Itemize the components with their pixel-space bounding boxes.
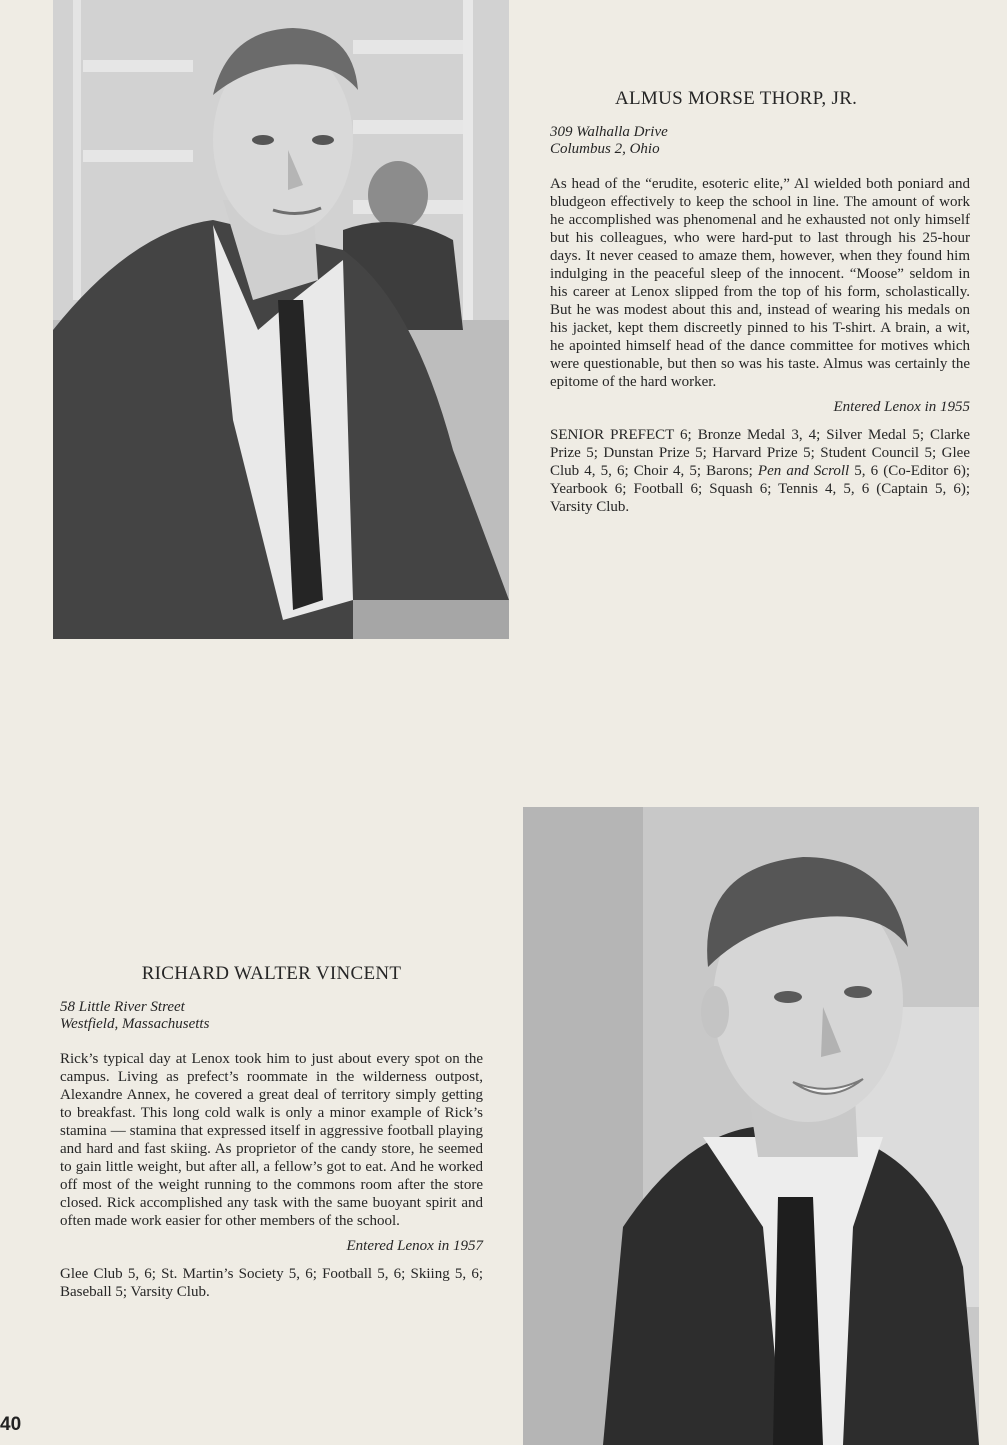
entry-thorp — [550, 88, 970, 516]
address-street: 58 Little River Street — [60, 999, 185, 1015]
portrait-photo-thorp — [53, 0, 509, 639]
student-name: RICHARD WALTER VINCENT — [141, 963, 402, 984]
activities-part-2: 5, 6 (Co-Editor 6); Yearbook 6; Football 6; Squash 6; Tennis 4, 5, 6 (Captain 5, 6); Varsity Club. — [550, 463, 971, 515]
address-city: Westfield, Massachusetts — [60, 1016, 210, 1032]
student-address — [60, 999, 483, 1033]
student-biography: Rick’s typical day at Lenox took him to just about every spot on the campus. Living as prefect’s roommate in the wilderness outpost, Alexandre Annex, he covered a great deal of territory simply getting to breakfast. This long cold walk is only a minor example of Rick’s stamina — stamina that expressed itself in aggressive football playing and hard and fast skiing. As proprietor of the candy store, he seemed to gain little weight, but after all, a fellow’s got to eat. And he worked off most of the weight running to the commons room after the store closed. Rick accomplished any task with the same buoyant spirit and often made work easier for other members of the school. — [60, 1051, 483, 1229]
student-activities — [550, 426, 970, 516]
address-city: Columbus 2, Ohio — [550, 141, 660, 157]
portrait-photo-vincent — [523, 807, 979, 1445]
entered-year: Entered Lenox in 1955 — [833, 399, 970, 415]
page-number: 40 — [0, 1414, 22, 1435]
student-activities: Glee Club 5, 6; St. Martin’s Society 5, 6; Football 5, 6; Skiing 5, 6; Baseball 5; Varsity Club. — [60, 1266, 483, 1300]
student-name: ALMUS MORSE THORP, JR. — [615, 88, 858, 109]
student-address — [550, 124, 970, 158]
activities-part-1: SENIOR PREFECT 6; Bronze Medal 3, 4; Silver Medal 5; Clarke Prize 5; Dunstan Prize 5; Harvard Prize 5; Student Council 5; Glee Club 4, 5, 6; Choir 4, 5; Barons; — [550, 427, 970, 479]
entry-vincent — [60, 963, 483, 1301]
student-biography: As head of the “erudite, esoteric elite,” Al wielded both poniard and bludgeon effectively to keep the school in line. The amount of work he accomplished was phenomenal and he exhausted not only himself but his colleagues, who were hard-put to last through his 25-hour days. It never ceased to amaze them, however, when they found him indulging in the peaceful sleep of the innocent. “Moose” seldom in his career at Lenox slipped from the top of his form, scholastically. But he was modest about this and, instead of wearing his medals on his jacket, kept them discreetly pinned to his T-shirt. A brain, a wit, he apointed himself head of the dance committee for motives which were questionable, but then so was his taste. Almus was certainly the epitome of the hard worker. — [550, 176, 970, 390]
entered-year: Entered Lenox in 1957 — [346, 1238, 483, 1254]
activities-italic-title: Pen and Scroll — [757, 463, 850, 479]
address-street: 309 Walhalla Drive — [550, 124, 668, 140]
